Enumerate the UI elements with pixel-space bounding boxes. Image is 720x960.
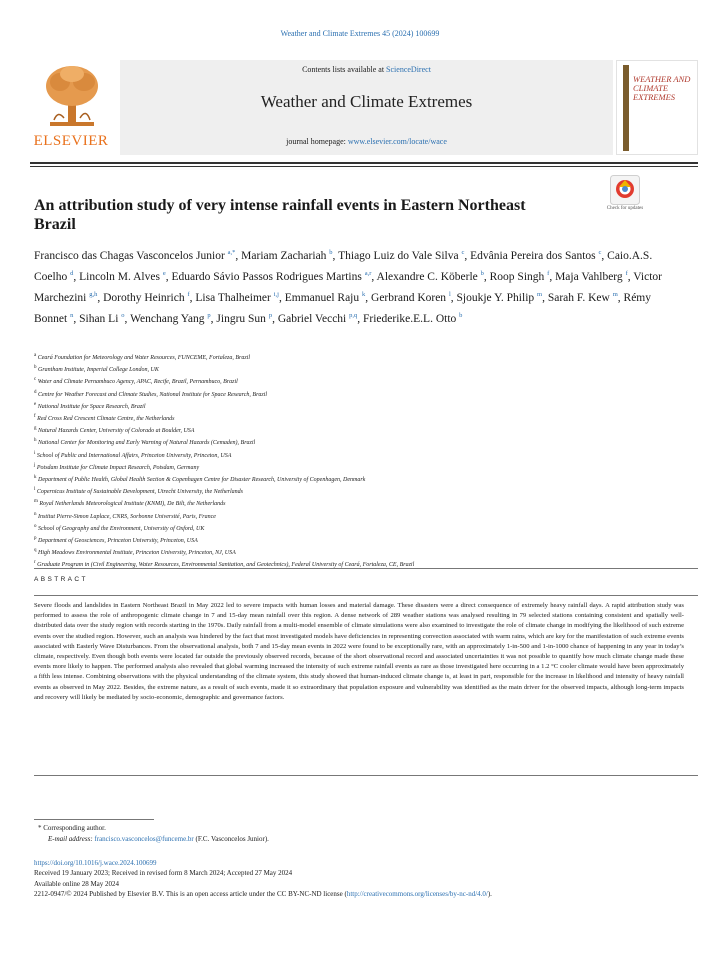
author[interactable] — [278, 313, 357, 325]
author[interactable] — [79, 271, 166, 283]
author[interactable] — [338, 250, 464, 262]
affiliation-text: Grantham Institute, Imperial College London, UK — [38, 367, 159, 374]
affiliation-item — [34, 400, 674, 412]
affiliation-marker: k — [34, 475, 37, 481]
homepage-prefix: journal homepage: — [286, 137, 348, 146]
author[interactable] — [103, 292, 190, 304]
affiliation-text: National Center for Monitoring and Early Warning of Natural Hazards (Cemaden), Brazil — [38, 440, 256, 447]
affiliation-text: National Institute for Space Research, Brazil — [37, 403, 146, 410]
affiliation-text: Red Cross Red Crescent Climate Centre, the Netherlands — [37, 416, 175, 423]
author[interactable] — [195, 292, 279, 304]
author-name: Gerbrand Koren — [371, 291, 447, 304]
author-name: Jingru Sun — [216, 312, 266, 325]
affiliation-item — [34, 351, 674, 363]
affiliation-item — [34, 497, 674, 509]
affiliation-marker: q — [34, 548, 37, 554]
abstract-rule-bottom — [34, 775, 698, 776]
abstract-text: Severe floods and landslides in Eastern Northeast Brazil in May 2022 led to severe impacts with human losses and material damage. These disasters were a direct consequence of extremely heavy rainfall days. A rapid attribution study was performed to assess the role of anthropogenic climate change in 7 and 15-day mean rainfall over this region. A dense network of 289 weather stations was analysed resulting in 79 selected stations containing consistent and spatially well-distributed data over the study region with records starting in the 1970s. Daily rainfall from a multi-model ensemble of climate simulations were also examined to investigate the role of climate change in modifying the likelihood of such extreme events over the studied region. However, such an analysis was hindered by the fact that most investigated models have deficiencies in representing convection associated with warm rains, which are key for the manifestation of such extreme events associated with Easterly Wave Disturbances. From the observational analysis, both 7 and 15-day mean events in 2022 were found to be exceptionally rare, with an approximately 1-in-500 and 1-in-1000 chance of happening in any year in today’s climate, respectively. Even though both events were located far outside the previously observed records, because of the short observational record and associated uncertainties it was not possible to quantify how much climate change made these events more likely to happen. The performed analysis also revealed that global warming increased the intensity of such extreme rainfall events as rare as those investigated here occurring in a 1.2 °C cooler climate would have been approximately a fifth less intense. Combining observations with the physical understanding of the climate system, this study showed that human-induced climate change is, at least in part, responsible for the increase in likelihood and intensity of heavy rainfall events as observed in May 2022. Besides, the extreme nature, as a result of such events, made it so extraordinary that population exposure and vulnerability was identified as the main driver for the observed impacts, although long-term impacts and recovery will likely be mediated by socio-economic, demographic and governance factors. — [34, 602, 684, 701]
author-name: Lisa Thalheimer — [195, 291, 271, 304]
homepage-line — [120, 137, 613, 146]
author[interactable] — [548, 292, 618, 304]
affiliation-marker: p — [34, 536, 37, 542]
affiliation-item — [34, 546, 674, 558]
author-affiliation-marker[interactable]: c — [461, 249, 465, 256]
affiliation-marker: h — [34, 438, 37, 444]
contents-line — [120, 65, 613, 74]
affiliation-marker: b — [34, 365, 37, 371]
cover-spine — [623, 65, 629, 151]
author-name: Lincoln M. Alves — [79, 270, 160, 283]
author[interactable] — [377, 271, 484, 283]
author-name: Maja Vahlberg — [555, 270, 623, 283]
author[interactable] — [34, 250, 235, 262]
affiliation-text: Royal Netherlands Meteorological Institute (KNMI), De Bilt, the Netherlands — [39, 501, 226, 508]
abstract-rule-under-heading — [34, 595, 698, 596]
contents-prefix: Contents lists available at — [302, 65, 387, 74]
affiliation-item — [34, 363, 674, 375]
affiliation-text: Department of Geosciences, Princeton University, Princeton, USA — [38, 538, 198, 545]
article-title: An attribution study of very intense rainfall events in Eastern Northeast Brazil — [34, 197, 526, 233]
affiliation-marker: j — [34, 462, 36, 468]
author-affiliation-marker[interactable]: b — [480, 270, 484, 278]
author[interactable] — [363, 313, 462, 325]
license-suffix: ). — [487, 890, 492, 899]
elsevier-tree-icon — [44, 62, 100, 128]
author[interactable] — [285, 292, 366, 304]
author-affiliation-marker[interactable]: d — [70, 270, 74, 278]
affiliation-text: Potsdam Institute for Climate Impact Research, Potsdam, Germany — [36, 464, 200, 471]
author-name: Gabriel Vecchi — [277, 312, 347, 325]
affiliation-marker: d — [34, 389, 37, 395]
affiliation-item — [34, 461, 674, 473]
author-name: Sarah F. Kew — [547, 291, 610, 304]
affiliation-marker: c — [34, 377, 37, 383]
author-affiliation-marker[interactable]: l — [448, 291, 451, 299]
affiliation-item — [34, 485, 674, 497]
author-name: Alexandre C. Köberle — [376, 270, 478, 283]
affiliation-text: Centre for Weather Forecast and Climate Studies, National Institute for Space Research, Brazil — [38, 391, 268, 398]
cover-title: WEATHER AND CLIMATE EXTREMES — [633, 74, 691, 102]
publisher-name: ELSEVIER — [33, 133, 109, 149]
author-affiliation-marker[interactable]: f — [187, 291, 190, 299]
author-name: Thiago Luiz do Vale Silva — [338, 249, 459, 262]
author-affiliation-marker[interactable]: c — [598, 249, 602, 256]
author-affiliation-marker[interactable]: a,* — [227, 249, 236, 256]
author-name: Rémy Bonnet — [34, 291, 652, 325]
author-affiliation-marker[interactable]: a,r — [364, 270, 372, 278]
affiliation-item — [34, 436, 674, 448]
author[interactable] — [490, 271, 550, 283]
author-name: Sjoukje Y. Philip — [456, 291, 535, 304]
author[interactable] — [457, 292, 543, 304]
author-affiliation-marker[interactable]: m — [537, 291, 543, 299]
affiliation-text: Copernicus Institute of Sustainable Development, Utrecht University, the Netherlands — [36, 489, 243, 496]
author[interactable] — [470, 250, 601, 262]
affiliation-item — [34, 388, 674, 400]
available-online: Available online 28 May 2024 — [34, 879, 120, 888]
affiliation-list — [34, 351, 674, 571]
affiliation-item — [34, 424, 674, 436]
abstract-rule-top — [34, 568, 698, 569]
author-name: Francisco das Chagas Vasconcelos Junior — [34, 249, 225, 262]
license-link[interactable]: http://creativecommons.org/licenses/by-nc-nd/4.0/ — [346, 890, 488, 899]
abstract-heading: ABSTRACT — [34, 576, 88, 583]
author-affiliation-marker[interactable]: n — [70, 312, 74, 320]
author-name: Emmanuel Raju — [284, 291, 360, 304]
author-name: Roop Singh — [489, 270, 545, 283]
affiliation-marker: g — [34, 426, 37, 432]
affiliation-text: School of Geography and the Environment, University of Oxford, UK — [38, 525, 205, 532]
journal-reference[interactable]: Weather and Climate Extremes 45 (2024) 100699 — [280, 29, 440, 38]
author-name: Sihan Li — [79, 312, 119, 325]
affiliation-marker: i — [34, 450, 36, 456]
author-name: Eduardo Sávio Passos Rodrigues Martins — [171, 270, 362, 283]
author-name: Mariam Zachariah — [241, 249, 327, 262]
affiliation-marker: r — [34, 560, 36, 566]
footnote-rule — [34, 819, 154, 820]
author[interactable] — [130, 313, 211, 325]
crossmark-label: Check for updates — [606, 206, 644, 211]
author[interactable] — [241, 250, 332, 262]
affiliation-item — [34, 412, 674, 424]
affiliation-marker: m — [34, 499, 38, 505]
affiliation-text: High Meadows Environmental Institute, Princeton University, Princeton, NJ, USA — [38, 550, 236, 557]
check-for-updates-icon[interactable] — [610, 175, 640, 205]
author-name: Friederike.E.L. Otto — [363, 312, 457, 325]
author-affiliation-marker[interactable]: o — [121, 312, 125, 320]
journal-cover-thumbnail[interactable] — [616, 60, 698, 155]
affiliation-marker: f — [34, 414, 36, 420]
author-affiliation-marker[interactable]: k — [362, 291, 366, 299]
affiliation-marker: l — [34, 487, 36, 493]
author-affiliation-marker[interactable]: p,q — [349, 312, 358, 320]
author[interactable] — [216, 313, 272, 325]
affiliation-marker: o — [34, 523, 37, 529]
author-affiliation-marker[interactable]: b — [329, 249, 333, 256]
journal-banner — [120, 60, 613, 155]
affiliation-marker: a — [34, 353, 37, 358]
affiliation-text: Department of Public Health, Global Health Section & Copenhagen Centre for Disaster Research, University of Copenhagen, Denmark — [38, 477, 366, 484]
email-suffix: (F.C. Vasconcelos Junior). — [193, 835, 269, 843]
affiliation-item — [34, 522, 674, 534]
author-affiliation-marker[interactable]: e — [162, 270, 166, 278]
email-label: E-mail address: — [48, 835, 95, 843]
affiliation-text: Natural Hazards Center, University of Colorado at Boulder, USA — [38, 428, 195, 435]
author-affiliation-marker[interactable]: g,h — [89, 291, 98, 299]
author-affiliation-marker[interactable]: m — [612, 291, 618, 299]
affiliation-item — [34, 510, 674, 522]
license-prefix: 2212-0947/© 2024 Published by Elsevier B.V. This is an open access article under the CC BY-NC-ND license ( — [34, 890, 347, 899]
author-list: Francisco das Chagas Vasconcelos Junior $^{a,*}$, Mariam Zachariah $^b$, Thiago Luiz do Vale Silva $^c$, Edvânia Pereira dos Santos $^c$, Caio.A.S. Coelho $^d$, Lincoln M. Alves $^e$, Eduardo Sávio Passos Rodrigues Martins $^{a,r}$, Alexandre C. Köberle $^b$, Roop Singh $^f$, Maja Vahlberg $^f$, Victor Marchezini $^{g,h}$, Dorothy Heinrich $^f$, Lisa Thalheimer $^{i,j}$, Emmanuel Raju $^k$, Gerbrand Koren $^l$, Sjoukje Y. Philip $^m$, Sarah F. Kew $^m$, Rémy Bonnet $^n$, Sihan Li $^o$, Wenchang Yang $^p$, Jingru Sun $^p$, Gabriel Vecchi $^{p,q}$, Friederike.E.L. Otto $^b$ — [34, 249, 662, 325]
affiliation-item — [34, 473, 674, 485]
sciencedirect-link[interactable]: ScienceDirect — [386, 65, 431, 74]
affiliation-marker: n — [34, 511, 37, 517]
author[interactable] — [371, 292, 451, 304]
license-line — [34, 889, 694, 899]
author-name: Victor Marchezini — [34, 270, 662, 304]
affiliation-text: Water and Climate Pernambuco Agency, APAC, Recife, Brazil, Pernambuco, Brazil — [37, 379, 238, 386]
header-rule-thin — [30, 166, 698, 167]
author-affiliation-marker[interactable]: b — [459, 312, 463, 320]
received-dates: Received 19 January 2023; Received in revised form 8 March 2024; Accepted 27 May 2024 — [34, 869, 293, 878]
author[interactable] — [79, 313, 124, 325]
author-name: Caio.A.S. Coelho — [34, 249, 653, 283]
author-name: Wenchang Yang — [130, 312, 205, 325]
journal-masthead — [30, 60, 698, 155]
article-footer — [34, 858, 694, 900]
doi-link[interactable]: https://doi.org/10.1016/j.wace.2024.100699 — [34, 859, 157, 867]
email-line — [48, 834, 269, 844]
corresponding-author-note: * Corresponding author. — [38, 824, 106, 832]
author-name: Edvânia Pereira dos Santos — [470, 249, 596, 262]
author-name: Dorothy Heinrich — [103, 291, 185, 304]
affiliation-item — [34, 375, 674, 387]
author-affiliation-marker[interactable]: p — [207, 312, 211, 320]
header-rule — [30, 162, 698, 164]
affiliation-text: School of Public and International Affairs, Princeton University, Princeton, USA — [36, 452, 232, 459]
author[interactable] — [555, 271, 628, 283]
affiliation-text: Graduate Program in (Civil Engineering, Water Resources, Environmental Sanitation, and Geotechnics), Federal University of Ceará, Fortaleza, CE, Brazil — [37, 562, 415, 569]
author-affiliation-marker[interactable]: i,j — [273, 291, 279, 299]
author[interactable] — [171, 271, 371, 283]
affiliation-item — [34, 534, 674, 546]
email-link[interactable]: francisco.vasconcelos@funceme.br — [94, 835, 194, 843]
author-affiliation-marker[interactable]: f — [625, 270, 628, 278]
affiliation-text: Institut Pierre-Simon Laplace, CNRS, Sorbonne Université, Paris, France — [38, 513, 216, 520]
author-affiliation-marker[interactable]: p — [268, 312, 273, 320]
journal-homepage-link[interactable]: www.elsevier.com/locate/wace — [347, 137, 447, 146]
journal-name: Weather and Climate Extremes — [260, 92, 473, 111]
affiliation-text: Ceará Foundation for Meteorology and Water Resources, FUNCEME, Fortaleza, Brazil — [37, 355, 251, 361]
affiliation-marker: e — [34, 401, 37, 407]
affiliation-item — [34, 449, 674, 461]
elsevier-logo[interactable] — [30, 60, 112, 155]
author-affiliation-marker[interactable]: f — [547, 270, 550, 278]
